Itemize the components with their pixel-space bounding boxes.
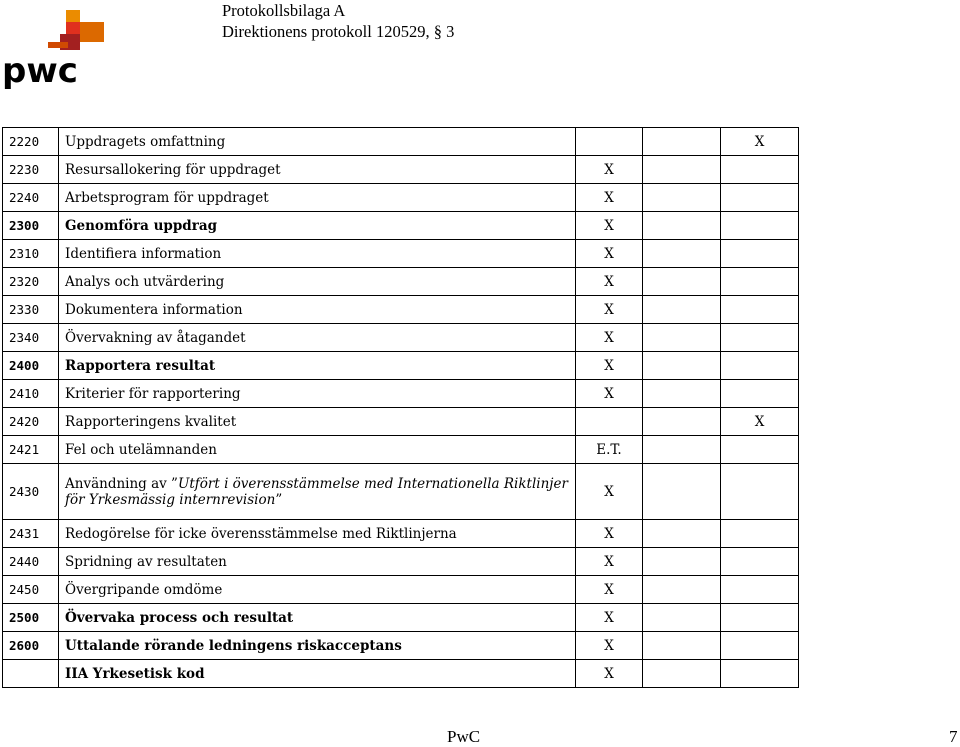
table-row bbox=[3, 380, 799, 408]
mark-cell-c3 bbox=[721, 576, 799, 604]
desc-suffix: ” bbox=[275, 491, 283, 508]
table-row bbox=[3, 296, 799, 324]
standards-table bbox=[2, 127, 799, 688]
mark-cell-c3 bbox=[721, 324, 799, 352]
table-row bbox=[3, 660, 799, 688]
mark-cell-c2 bbox=[643, 520, 721, 548]
logo-block bbox=[48, 42, 68, 48]
row-code: 2320 bbox=[3, 268, 59, 296]
mark-cell-c2 bbox=[643, 436, 721, 464]
mark-cell-c3 bbox=[721, 268, 799, 296]
mark-cell-c2 bbox=[643, 128, 721, 156]
mark-cell-c2 bbox=[643, 576, 721, 604]
row-code: 2431 bbox=[3, 520, 59, 548]
mark-cell-c3 bbox=[721, 632, 799, 660]
mark-cell-c2 bbox=[643, 324, 721, 352]
table-row bbox=[3, 520, 799, 548]
document-header bbox=[222, 0, 463, 42]
row-code: 2300 bbox=[3, 212, 59, 240]
row-code: 2330 bbox=[3, 296, 59, 324]
table-row bbox=[3, 156, 799, 184]
table-row bbox=[3, 184, 799, 212]
row-code: 2220 bbox=[3, 128, 59, 156]
mark-cell-c3 bbox=[721, 436, 799, 464]
mark-cell-c2 bbox=[643, 268, 721, 296]
pwc-logo bbox=[0, 8, 110, 90]
table-row bbox=[3, 576, 799, 604]
mark-cell-c3 bbox=[721, 352, 799, 380]
row-description: Övergripande omdöme bbox=[59, 576, 576, 604]
row-code bbox=[3, 660, 59, 688]
row-code: 2240 bbox=[3, 184, 59, 212]
row-code: 2421 bbox=[3, 436, 59, 464]
mark-cell-c1: X bbox=[576, 520, 643, 548]
mark-cell-c3 bbox=[721, 296, 799, 324]
mark-cell-c1 bbox=[576, 408, 643, 436]
row-code: 2420 bbox=[3, 408, 59, 436]
mark-cell-c1: X bbox=[576, 604, 643, 632]
mark-cell-c3 bbox=[721, 660, 799, 688]
mark-cell-c1: X bbox=[576, 212, 643, 240]
table-row bbox=[3, 212, 799, 240]
row-code: 2450 bbox=[3, 576, 59, 604]
mark-cell-c1: E.T. bbox=[576, 436, 643, 464]
row-description: Arbetsprogram för uppdraget bbox=[59, 184, 576, 212]
mark-cell-c2 bbox=[643, 604, 721, 632]
mark-cell-c2 bbox=[643, 408, 721, 436]
table-row bbox=[3, 352, 799, 380]
mark-cell-c3 bbox=[721, 464, 799, 520]
desc-italic-title: Utfört i överensstämmelse med Internationella Riktlinjer för Yrkesmässig internrevision bbox=[65, 475, 568, 508]
mark-cell-c3 bbox=[721, 380, 799, 408]
table-row bbox=[3, 128, 799, 156]
mark-cell-c2 bbox=[643, 660, 721, 688]
row-code: 2340 bbox=[3, 324, 59, 352]
table-row bbox=[3, 632, 799, 660]
table-row bbox=[3, 464, 799, 520]
header-line-1: Protokollsbilaga A bbox=[222, 1, 346, 20]
row-description: Analys och utvärdering bbox=[59, 268, 576, 296]
logo-block bbox=[66, 10, 80, 22]
footer-company: PwC bbox=[447, 727, 481, 746]
page-number: 7 bbox=[949, 727, 958, 746]
table-row bbox=[3, 240, 799, 268]
row-description: Övervaka process och resultat bbox=[59, 604, 576, 632]
row-code: 2230 bbox=[3, 156, 59, 184]
mark-cell-c3 bbox=[721, 520, 799, 548]
row-description: Uttalande rörande ledningens riskacceptans bbox=[59, 632, 576, 660]
row-description: Rapporteringens kvalitet bbox=[59, 408, 576, 436]
row-code: 2410 bbox=[3, 380, 59, 408]
mark-cell-c1 bbox=[576, 128, 643, 156]
logo-block bbox=[80, 22, 104, 42]
mark-cell-c2 bbox=[643, 156, 721, 184]
row-description: Fel och utelämnanden bbox=[59, 436, 576, 464]
mark-cell-c3: X bbox=[721, 128, 799, 156]
mark-cell-c1: X bbox=[576, 576, 643, 604]
mark-cell-c1: X bbox=[576, 156, 643, 184]
mark-cell-c2 bbox=[643, 632, 721, 660]
row-code: 2430 bbox=[3, 464, 59, 520]
mark-cell-c3 bbox=[721, 240, 799, 268]
mark-cell-c2 bbox=[643, 296, 721, 324]
mark-cell-c2 bbox=[643, 380, 721, 408]
mark-cell-c3: X bbox=[721, 408, 799, 436]
row-description: Spridning av resultaten bbox=[59, 548, 576, 576]
header-line-2: Direktionens protokoll 120529, § 3 bbox=[222, 22, 455, 41]
mark-cell-c2 bbox=[643, 464, 721, 520]
mark-cell-c2 bbox=[643, 352, 721, 380]
row-description: Övervakning av åtagandet bbox=[59, 324, 576, 352]
table-row bbox=[3, 268, 799, 296]
row-description: Genomföra uppdrag bbox=[59, 212, 576, 240]
mark-cell-c1: X bbox=[576, 380, 643, 408]
table-row bbox=[3, 324, 799, 352]
row-description: Identifiera information bbox=[59, 240, 576, 268]
row-code: 2440 bbox=[3, 548, 59, 576]
mark-cell-c3 bbox=[721, 548, 799, 576]
row-code: 2600 bbox=[3, 632, 59, 660]
mark-cell-c3 bbox=[721, 212, 799, 240]
mark-cell-c2 bbox=[643, 240, 721, 268]
row-description: Dokumentera information bbox=[59, 296, 576, 324]
mark-cell-c1: X bbox=[576, 464, 643, 520]
row-description: Kriterier för rapportering bbox=[59, 380, 576, 408]
mark-cell-c1: X bbox=[576, 548, 643, 576]
row-description: Redogörelse för icke överensstämmelse med Riktlinjerna bbox=[59, 520, 576, 548]
mark-cell-c1: X bbox=[576, 240, 643, 268]
mark-cell-c1: X bbox=[576, 660, 643, 688]
mark-cell-c1: X bbox=[576, 184, 643, 212]
mark-cell-c1: X bbox=[576, 324, 643, 352]
row-code: 2310 bbox=[3, 240, 59, 268]
row-description: Resursallokering för uppdraget bbox=[59, 156, 576, 184]
mark-cell-c3 bbox=[721, 184, 799, 212]
table-row bbox=[3, 548, 799, 576]
desc-prefix: Användning av ” bbox=[65, 475, 178, 492]
mark-cell-c1: X bbox=[576, 632, 643, 660]
row-description: Rapportera resultat bbox=[59, 352, 576, 380]
mark-cell-c1: X bbox=[576, 296, 643, 324]
mark-cell-c1: X bbox=[576, 268, 643, 296]
mark-cell-c3 bbox=[721, 604, 799, 632]
table-row bbox=[3, 436, 799, 464]
mark-cell-c2 bbox=[643, 548, 721, 576]
mark-cell-c2 bbox=[643, 184, 721, 212]
mark-cell-c1: X bbox=[576, 352, 643, 380]
row-description: IIA Yrkesetisk kod bbox=[59, 660, 576, 688]
row-description bbox=[59, 464, 576, 520]
row-code: 2400 bbox=[3, 352, 59, 380]
row-description: Uppdragets omfattning bbox=[59, 128, 576, 156]
row-code: 2500 bbox=[3, 604, 59, 632]
mark-cell-c3 bbox=[721, 156, 799, 184]
logo-wordmark: pwc bbox=[2, 51, 78, 90]
table-row bbox=[3, 408, 799, 436]
mark-cell-c2 bbox=[643, 212, 721, 240]
table-row bbox=[3, 604, 799, 632]
